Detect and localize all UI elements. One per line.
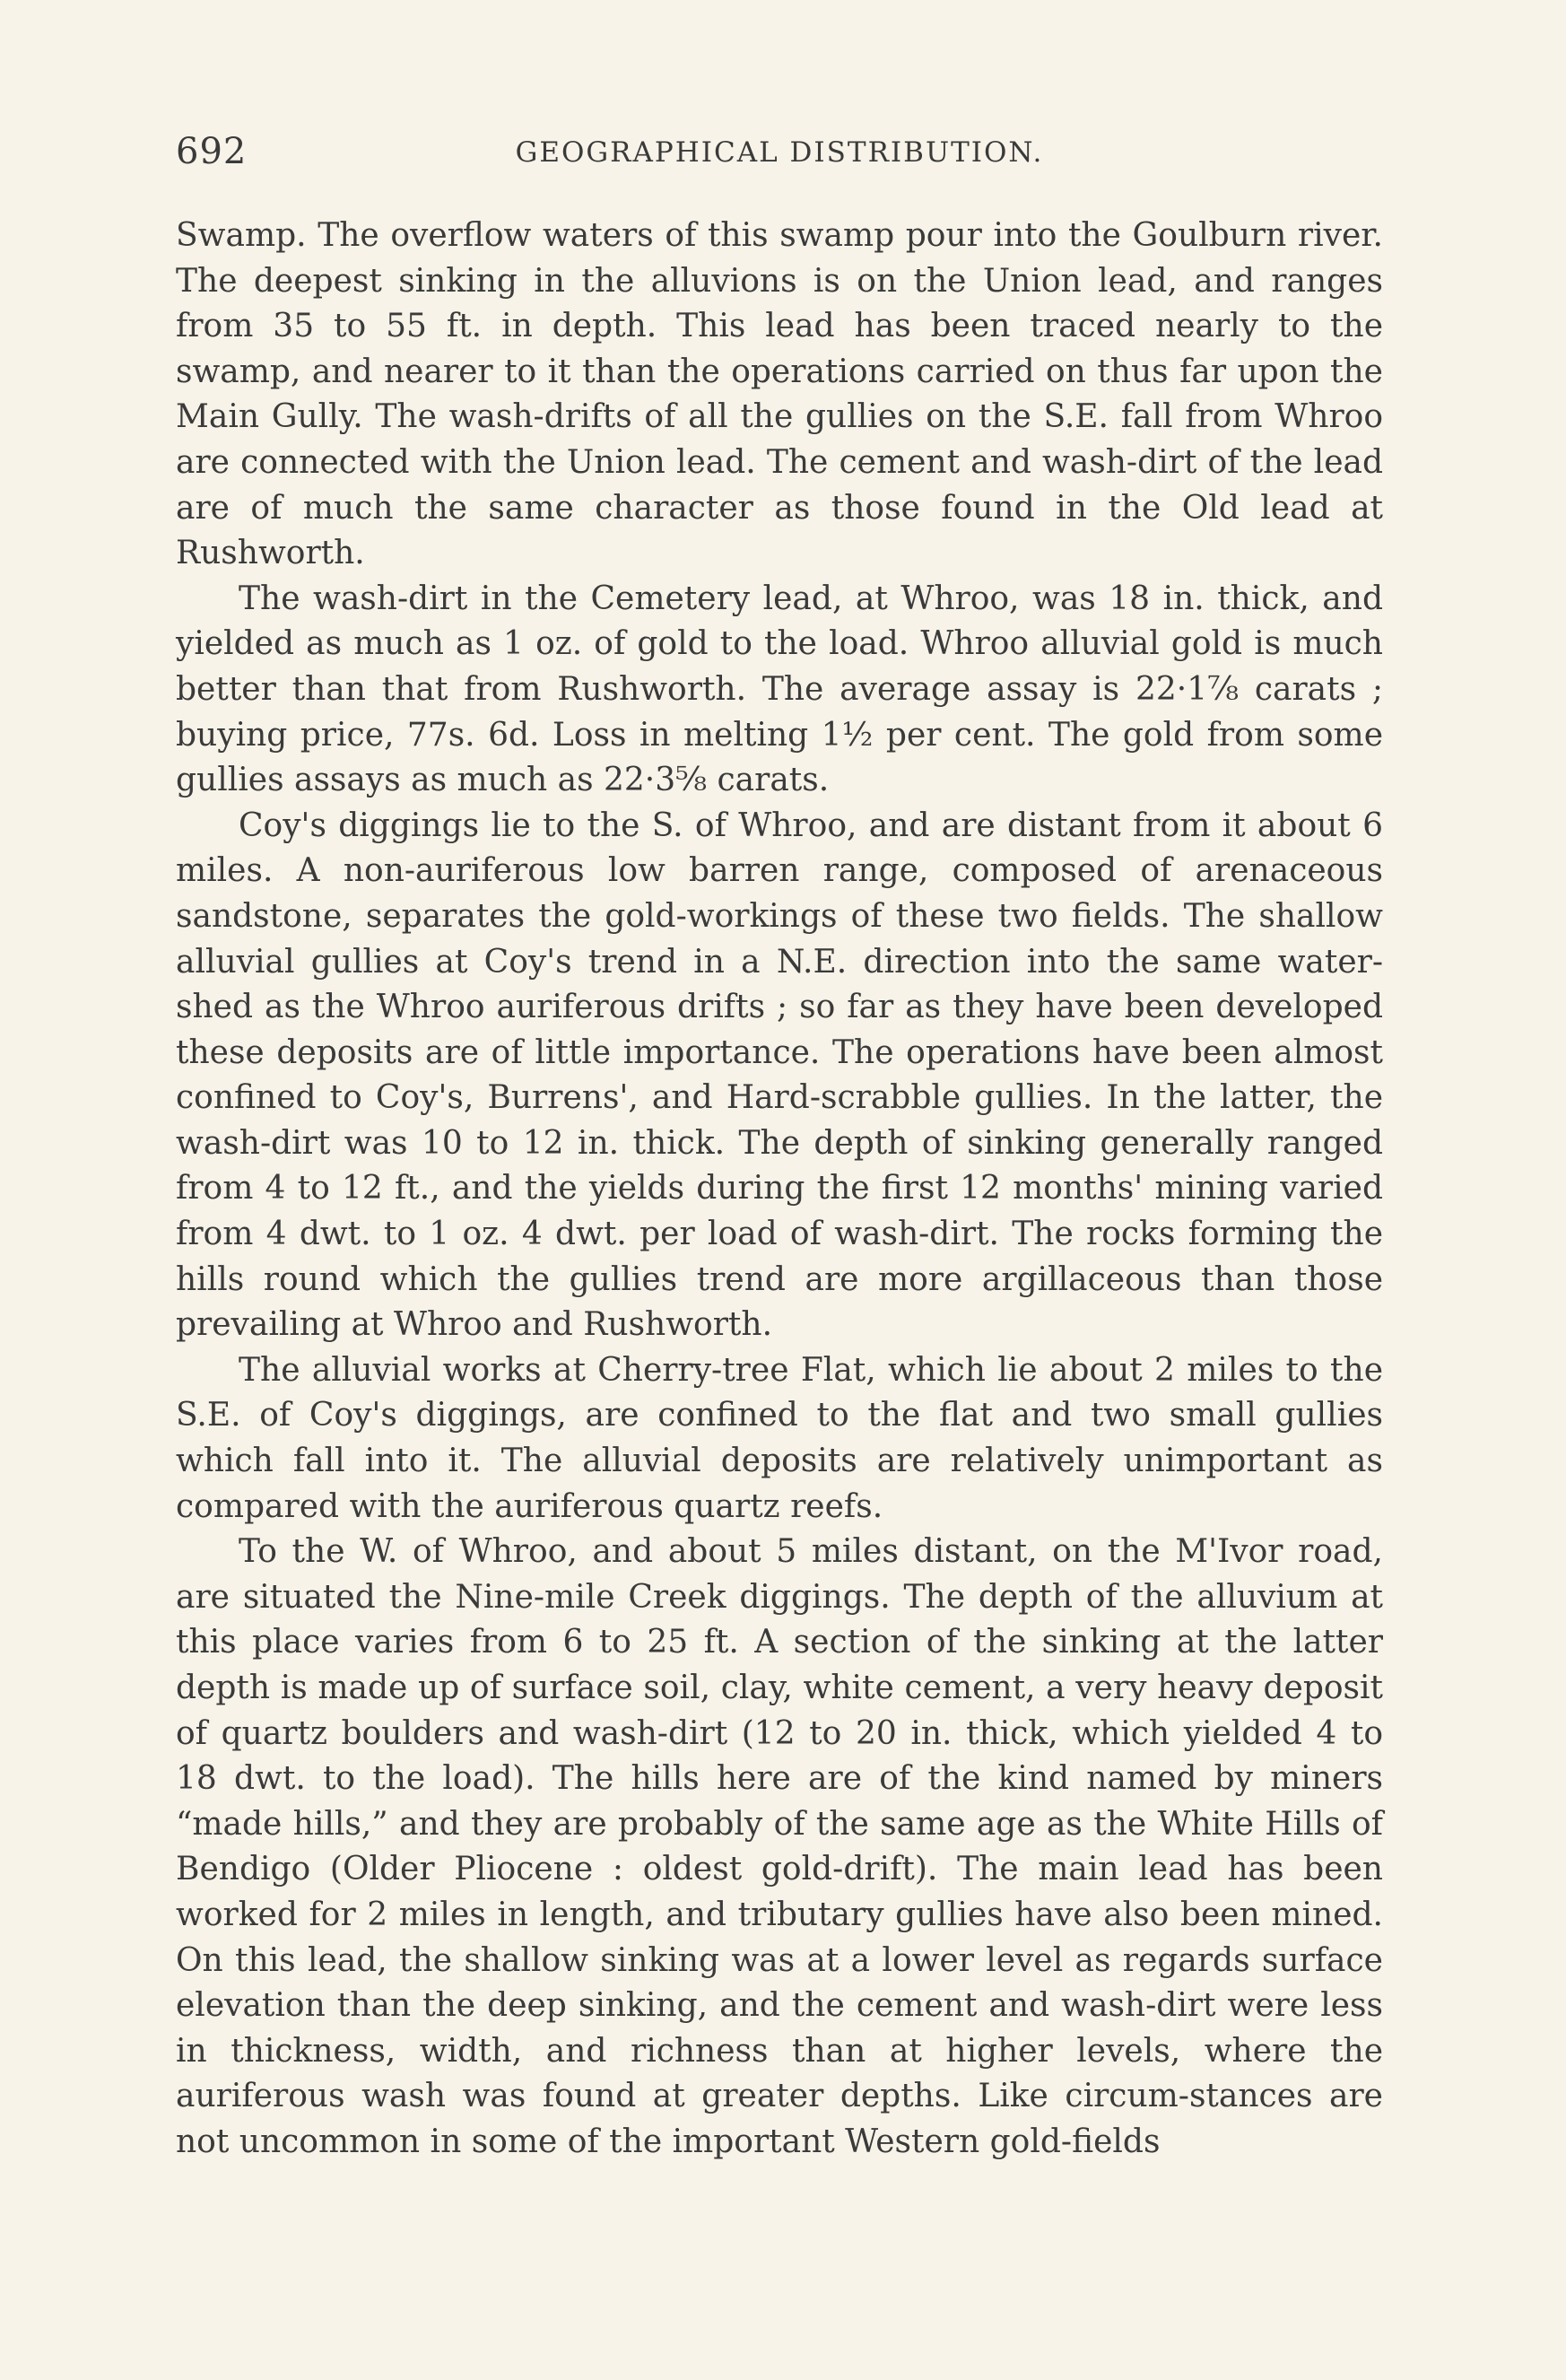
page-number: 692 [176, 131, 248, 172]
paragraph-2: The wash-dirt in the Cemetery lead, at Whroo, was 18 in. thick, and yielded as much as 1 oz. of gold to the load. Whroo alluvial gold is much better than that from Rushworth. The average assay is 22·1⅞ carats ; buying price, 77s. 6d. Loss in melting 1½ per cent. The gold from some gullies assays as much as 22·3⅝ carats. [176, 580, 1383, 799]
paragraph-4: The alluvial works at Cherry-tree Flat, which lie about 2 miles to the S.E. of Coy's diggings, are confined to the flat and two small gullies which fall into it. The alluvial deposits are relatively unimportant as compared with the auriferous quartz reefs. [176, 1351, 1383, 1525]
running-title: GEOGRAPHICAL DISTRIBUTION. [515, 136, 1044, 169]
paragraph-1: Swamp. The overflow waters of this swamp pour into the Goulburn river. The deepest sinking in the alluvions is on the Union lead, and ranges from 35 to 55 ft. in depth. This lead has been traced nearly to the swamp, and nearer to it than the operations carried on thus far upon the Main Gully. The wash-drifts of all the gullies on the S.E. fall from Whroo are connected with the Union lead. The cement and wash-dirt of the lead are of much the same character as those found in the Old lead at Rushworth. [176, 217, 1383, 572]
paragraph-3: Coy's diggings lie to the S. of Whroo, and are distant from it about 6 miles. A non-auriferous low barren range, composed of arenaceous sandstone, separates the gold-workings of these two fields. The shallow alluvial gullies at Coy's trend in a N.E. direction into the same water-shed as the Whroo auriferous drifts ; so far as they have been developed these deposits are of little importance. The operations have been almost confined to Coy's, Burrens', and Hard-scrabble gullies. In the latter, the wash-dirt was 10 to 12 in. thick. The depth of sinking generally ranged from 4 to 12 ft., and the yields during the first 12 months' mining varied from 4 dwt. to 1 oz. 4 dwt. per load of wash-dirt. The rocks forming the hills round which the gullies trend are more argillaceous than those prevailing at Whroo and Rushworth. [176, 806, 1383, 1344]
paragraph-5: To the W. of Whroo, and about 5 miles distant, on the M'Ivor road, are situated the Nine-mile Creek diggings. The depth of the alluvium at this place varies from 6 to 25 ft. A section of the sinking at the latter depth is made up of surface soil, clay, white cement, a very heavy deposit of quartz boulders and wash-dirt (12 to 20 in. thick, which yielded 4 to 18 dwt. to the load). The hills here are of the kind named by miners “made hills,” and they are probably of the same age as the White Hills of Bendigo (Older Pliocene : oldest gold-drift). The main lead has been worked for 2 miles in length, and tributary gullies have also been mined. On this lead, the shallow sinking was at a lower level as regards surface elevation than the deep sinking, and the cement and wash-dirt were less in thickness, width, and richness than at higher levels, where the auriferous wash was found at greater depths. Like circum-stances are not uncommon in some of the important Western gold-fields [176, 1533, 1383, 2160]
page-header [176, 131, 1383, 185]
page-body [176, 214, 1383, 2166]
